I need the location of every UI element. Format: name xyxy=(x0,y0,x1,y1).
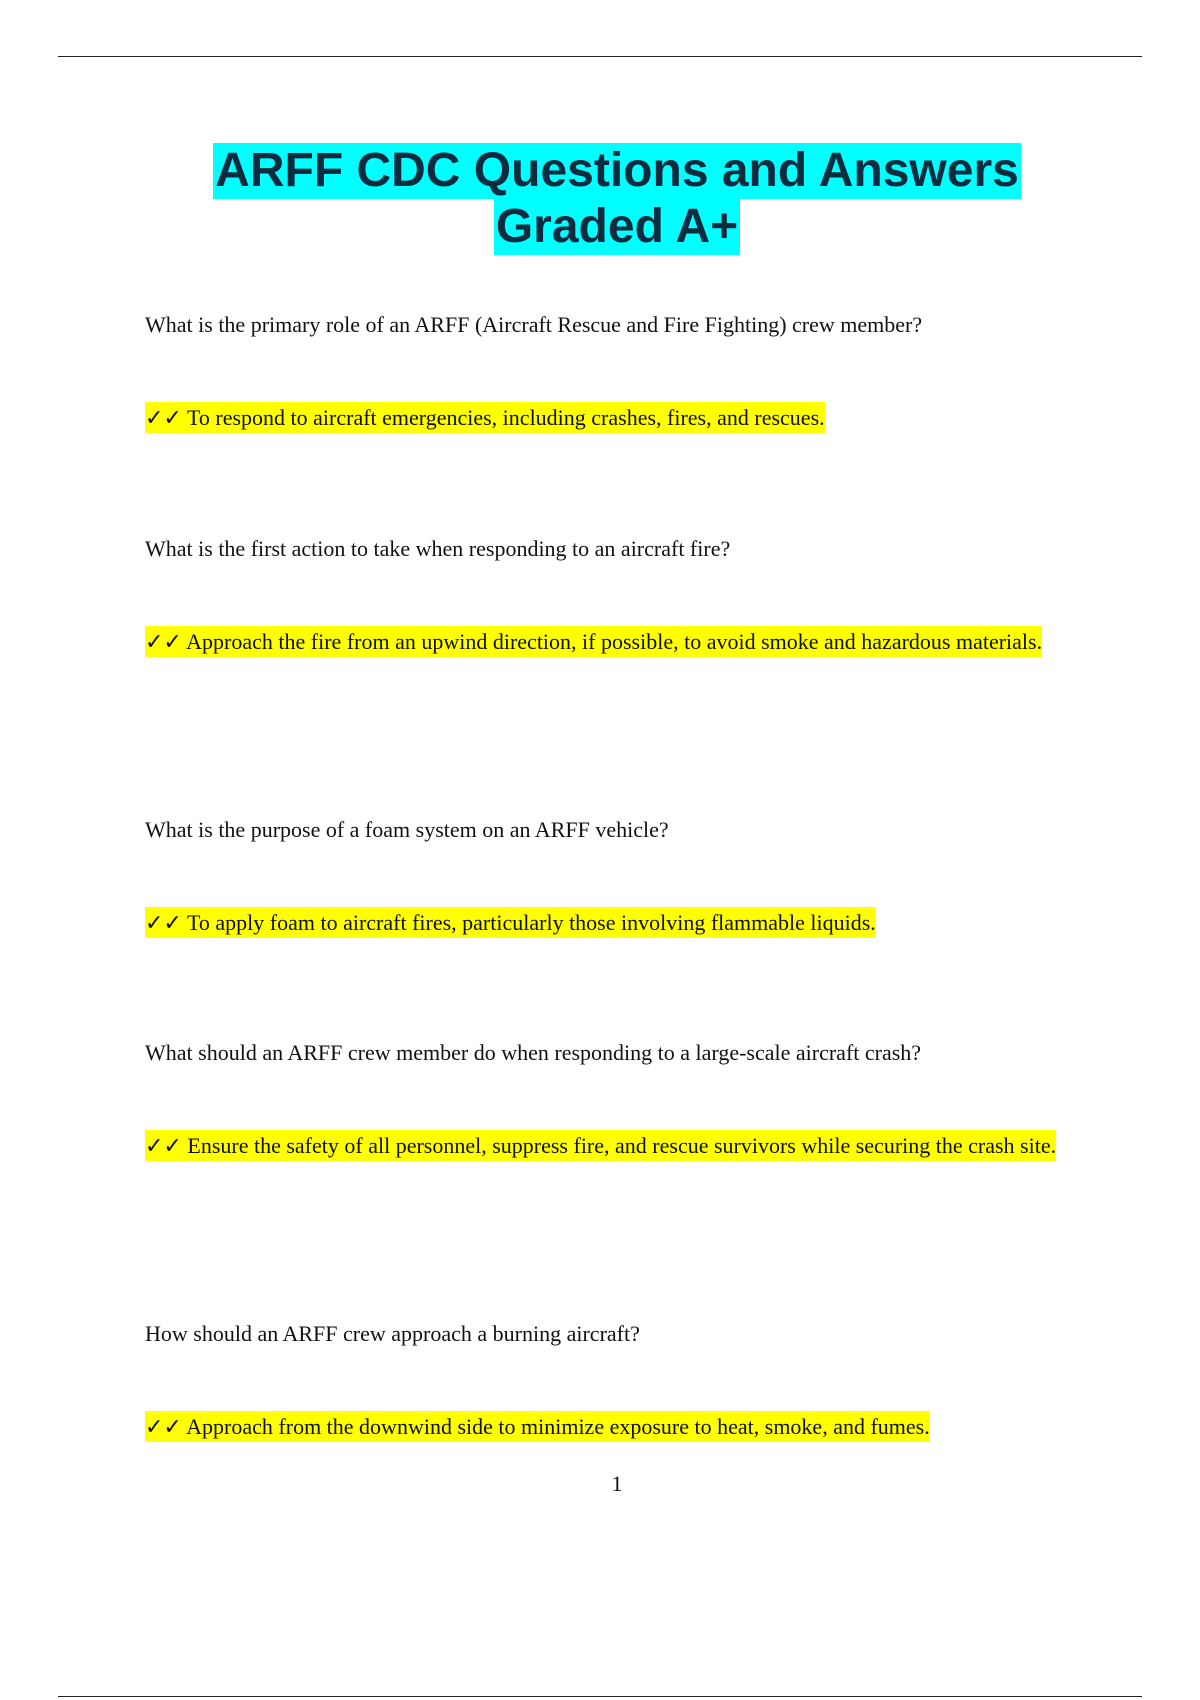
qa-item-4 xyxy=(145,1039,1085,1177)
question-text: How should an ARFF crew approach a burning aircraft? xyxy=(145,1321,640,1346)
answer-text: To respond to aircraft emergencies, including crashes, fires, and rescues. xyxy=(186,405,825,430)
double-check-icon: ✓✓ xyxy=(145,911,182,936)
answer xyxy=(145,387,1085,449)
answer xyxy=(145,1115,1085,1177)
document-title xyxy=(0,143,1200,255)
answer-text: To apply foam to aircraft fires, particularly those involving flammable liquids. xyxy=(186,910,876,935)
answer xyxy=(145,892,1085,954)
question-text: What is the purpose of a foam system on an ARFF vehicle? xyxy=(145,817,669,842)
answer-highlight xyxy=(145,1130,1056,1161)
answer xyxy=(145,611,1085,673)
answer xyxy=(145,1396,1085,1458)
question-text: What is the primary role of an ARFF (Aircraft Rescue and Fire Fighting) crew member? xyxy=(145,312,923,337)
page-number: 1 xyxy=(611,1471,623,1496)
answer-highlight xyxy=(145,402,825,433)
question-text: What should an ARFF crew member do when responding to a large-scale aircraft crash? xyxy=(145,1040,922,1065)
answer-text: Approach the fire from an upwind direction, if possible, to avoid smoke and hazardous materials. xyxy=(186,629,1043,654)
double-check-icon: ✓✓ xyxy=(145,1134,182,1159)
answer-highlight xyxy=(145,907,876,938)
title-line-1: ARFF CDC Questions and Answers xyxy=(215,144,1019,197)
top-rule xyxy=(58,56,1142,57)
qa-item-5 xyxy=(145,1320,1085,1458)
question-text: What is the first action to take when responding to an aircraft fire? xyxy=(145,536,731,561)
double-check-icon: ✓✓ xyxy=(145,1415,182,1440)
answer-highlight xyxy=(145,1411,930,1442)
answer-text: Ensure the safety of all personnel, suppress fire, and rescue survivors while securing the crash site. xyxy=(187,1133,1057,1158)
bottom-rule xyxy=(58,1696,1142,1697)
double-check-icon: ✓✓ xyxy=(145,630,182,655)
answer-highlight xyxy=(145,626,1042,657)
double-check-icon: ✓✓ xyxy=(145,406,182,431)
qa-item-2 xyxy=(145,535,1085,673)
title-line-2: Graded A+ xyxy=(495,200,739,253)
qa-item-1 xyxy=(145,311,1085,449)
qa-item-3 xyxy=(145,816,1085,954)
answer-text: Approach from the downwind side to minimize exposure to heat, smoke, and fumes. xyxy=(186,1414,930,1439)
